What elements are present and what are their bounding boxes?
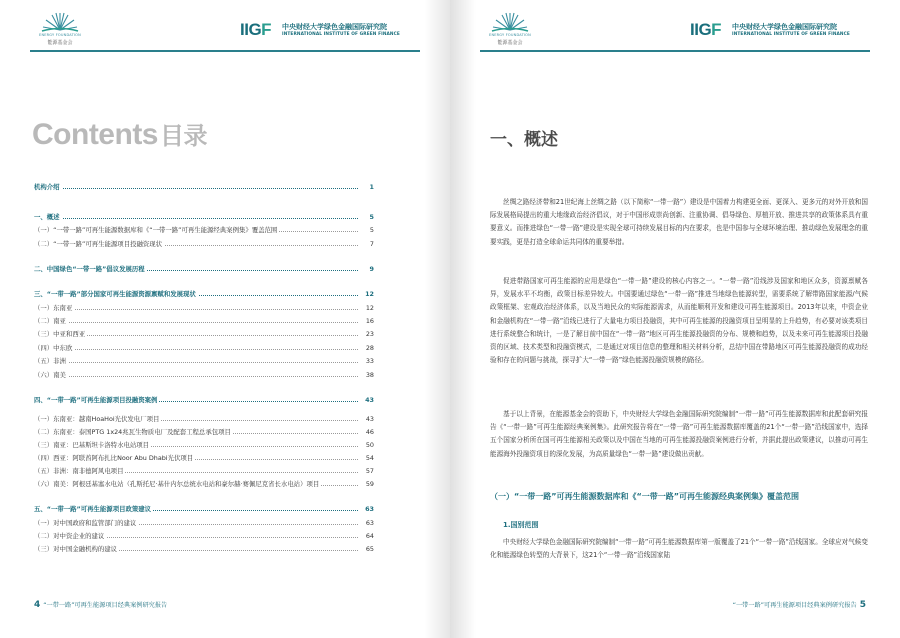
iigf-mark-b: F (261, 20, 272, 39)
section-title: 一、概述 (490, 130, 558, 150)
logo-chinese-name: 能源基金会 (47, 40, 73, 46)
header-rule (30, 50, 420, 52)
toc-entry-label: （一）“一带一路”可再生能源数据库和《“一带一路”可再生能源经典案例集》覆盖范围 (34, 226, 278, 234)
toc-entry-page: 54 (365, 454, 374, 462)
toc-entry-label: （五）非洲：南非德阿风电项目 (34, 467, 124, 475)
right-page (450, 0, 900, 638)
page-header (480, 8, 870, 48)
contents-title-en: Contents (32, 118, 158, 151)
toc-entry-label: 四、“一带一路”可再生能源项目投融资案例 (34, 396, 158, 404)
iigf-mark-b: F (711, 20, 722, 39)
toc-entry-label: （一）东南亚：越南HoaHoi光伏发电厂项目 (34, 415, 160, 423)
toc-entry-page: 5 (369, 213, 374, 221)
toc-entry-page: 43 (365, 396, 374, 404)
body-paragraph: 丝绸之路经济带和21世纪海上丝绸之路（以下简称“一带一路”）建设是中国着力构建更全面、更深入、更多元的对外开放和国际发展格局提出的重大地缘政治经济倡议，对于中国形成崇尚创新、注重协调、倡导绿色、厚植开放、推进共享的政策体系具有重要意义。而推进绿色“一带一路”建设是实现全球可持续发展目标的内在要求，也是中国参与全球环境治理、推动绿色发展理念的重要实践，更是打造全球命运共同体的重要举措。 (490, 198, 868, 246)
logo-english-name: ENERGY FOUNDATION (39, 33, 81, 37)
logo-chinese-name: 能源基金会 (497, 40, 523, 46)
toc-entry-page: 65 (365, 545, 374, 553)
header-rule (480, 50, 870, 52)
logo-english-name: ENERGY FOUNDATION (489, 33, 531, 37)
toc-entry-page: 59 (365, 480, 374, 488)
toc-entry-label: （六）南美：阿根廷基塞水电站（孔斯托尼·基什内尔总统水电站和豪尔赫·赛佩尼克省长水电站）项目 (34, 480, 320, 488)
toc-section-entry[interactable] (34, 453, 374, 463)
toc-section-entry[interactable] (34, 316, 374, 326)
toc-section-entry[interactable] (34, 544, 374, 554)
iigf-english-name: INTERNATIONAL INSTITUTE OF GREEN FINANCE (732, 32, 850, 37)
toc-entry-page: 63 (365, 505, 374, 513)
toc-leader-dots (34, 188, 358, 189)
toc-entry-label: （二）东南亚：泰国PTG 1x24兆瓦生物质电厂及配套工程总承包项目 (34, 428, 231, 436)
toc-entry-page: 43 (365, 415, 374, 423)
toc-entry-label: （五）非洲 (34, 357, 66, 365)
toc-section-entry[interactable] (34, 356, 374, 366)
iigf-mark-a: IIG (690, 20, 712, 39)
toc-leader-dots (34, 376, 358, 377)
toc-section-entry[interactable] (34, 225, 374, 235)
toc-entry-label: （一）对中国政府和监管部门的建议 (34, 519, 137, 527)
toc-entry-page: 46 (365, 428, 374, 436)
iigf-logo (690, 20, 870, 42)
toc-entry-page: 9 (369, 265, 374, 273)
contents-title (32, 116, 207, 152)
toc-entry-page: 64 (365, 532, 374, 540)
toc-entry-page: 57 (365, 467, 374, 475)
toc-section-entry[interactable] (34, 518, 374, 528)
footer-title: “一带一路”可再生能源项目经典案例研究报告 (43, 602, 168, 609)
toc-leader-dots (34, 309, 358, 310)
page-footer (34, 600, 167, 610)
toc-entry-label: （三）中亚和西亚 (34, 330, 86, 338)
toc-section-entry[interactable] (34, 440, 374, 450)
toc-chapter-entry[interactable] (34, 212, 374, 222)
subsection-title: （一）“一带一路”可再生能源数据库和《“一带一路”可再生能源经典案例集》覆盖范围 (490, 492, 800, 501)
toc-section-entry[interactable] (34, 329, 374, 339)
toc-entry-label: （一）东南亚 (34, 304, 73, 312)
toc-entry-label: （三）南亚：巴基斯坦卡洛特水电站项目 (34, 441, 150, 449)
toc-section-entry[interactable] (34, 343, 374, 353)
energy-foundation-logo (480, 8, 540, 48)
toc-entry-page: 7 (369, 240, 374, 248)
toc-chapter-entry[interactable] (34, 395, 374, 405)
toc-entry-page: 23 (365, 330, 374, 338)
sunburst-icon (490, 10, 530, 34)
toc-leader-dots (34, 218, 358, 219)
toc-section-entry[interactable] (34, 427, 374, 437)
footer-title: “一带一路”可再生能源项目经典案例研究报告 (732, 602, 857, 609)
iigf-chinese-name: 中央财经大学绿色金融国际研究院 (732, 23, 837, 31)
page-header (30, 8, 420, 48)
toc-section-entry[interactable] (34, 414, 374, 424)
toc-chapter-entry[interactable] (34, 289, 374, 299)
toc-section-entry[interactable] (34, 239, 374, 249)
toc-entry-label: 三、“一带一路”部分国家可再生能源资源禀赋和发展现状 (34, 290, 196, 298)
toc-section-entry[interactable] (34, 303, 374, 313)
toc-entry-label: （四）中东欧 (34, 344, 73, 352)
toc-entry-label: 机构介绍 (34, 183, 60, 191)
toc-section-entry[interactable] (34, 370, 374, 380)
page-number: 5 (859, 600, 866, 610)
contents-title-cn: 目录 (160, 122, 207, 150)
body-paragraph: 基于以上背景，在能源基金会的资助下，中央财经大学绿色金融国际研究院编制“一带一路”可再生能源数据库和此配套研究报告《“一带一路”可再生能源经典案例集》。此研究报告将在“一带一路”可再生能源数据库覆盖的21个“一带一路”沿线国家中，选择五个国家分析所在国可再生能源相关政策以及中国在当地的可再生能源投融资案例进行分析，并据此提出政策建议，以推动可再生能源海外投融资项目的深化发展，为高质量绿色“一带一路”建设做出贡献。 (490, 410, 868, 458)
iigf-mark (240, 20, 271, 40)
toc-entry-page: 1 (369, 183, 374, 191)
iigf-mark (690, 20, 721, 40)
iigf-logo (240, 20, 420, 42)
toc-leader-dots (34, 362, 358, 363)
iigf-english-name: INTERNATIONAL INSTITUTE OF GREEN FINANCE (282, 32, 400, 37)
toc-entry-page: 5 (369, 226, 374, 234)
toc-entry-label: （二）南亚 (34, 317, 66, 325)
toc-entry-page: 50 (365, 441, 374, 449)
toc-entry-page: 33 (365, 357, 374, 365)
toc-entry-page: 12 (365, 290, 374, 298)
sunburst-icon (40, 10, 80, 34)
toc-section-entry[interactable] (34, 479, 374, 489)
iigf-chinese-name: 中央财经大学绿色金融国际研究院 (282, 23, 387, 31)
toc-entry-label: 一、概述 (34, 213, 60, 221)
subsubsection-title: 1.国别范围 (503, 521, 539, 529)
toc-chapter-entry[interactable] (34, 264, 374, 274)
toc-chapter-entry[interactable] (34, 504, 374, 514)
toc-entry-page: 63 (365, 519, 374, 527)
toc-entry-label: （六）南美 (34, 371, 66, 379)
toc-entry-label: 二、中国绿色“一带一路”倡议发展历程 (34, 265, 145, 273)
toc-section-entry[interactable] (34, 466, 374, 476)
body-paragraph: 中央财经大学绿色金融国际研究院编制“一带一路”可再生能源数据库第一版覆盖了21个“一带一路”沿线国家。全球应对气候变化和能源绿色转型的大背景下，这21个“一带一路”沿线国家陆 (490, 538, 868, 560)
toc-leader-dots (34, 349, 358, 350)
toc-entry-page: 38 (365, 371, 374, 379)
toc-chapter-entry[interactable] (34, 182, 374, 192)
body-paragraph: 促进带路国家可再生能源的应用是绿色“一带一路”建设的核心内容之一。“一带一路”沿线涉及国家和地区众多，资源禀赋各异，发展水平不均衡，政策目标差异较大。中国要通过绿色“一带一路”推进当地绿色能源转型，需要系统了解带路国家能源/气候政策框架、宏观政治经济体系，以及当地民众的实际能源需求，从而能顺利开发和建设可再生能源项目。2013年以来，中资企业和金融机构在“一带一路”沿线已进行了大量电力项目投融资，其中可再生能源的投融资项目呈明显的上升趋势，有必要对该类项目进行系统整合和统计，一是了解目前中国在“一带一路”地区可再生能源投融资的分布、规模和趋势，以及未来可再生能源项目投融资的区域、技术类型和投融资模式，二是通过对项目信息的整理和相关材料分析，总结中国在带路地区可再生能源投融资的成功经验和存在的问题与挑战，探寻扩大“一带一路”绿色能源投融资规模的路径。 (490, 277, 868, 365)
toc-leader-dots (34, 322, 358, 323)
toc-entry-page: 28 (365, 344, 374, 352)
toc-entry-page: 16 (365, 317, 374, 325)
toc-entry-label: （二）“一带一路”可再生能源项目投融资现状 (34, 240, 163, 248)
toc-entry-label: （二）对中资企业的建议 (34, 532, 105, 540)
toc-entry-label: 五、“一带一路”可再生能源项目政策建议 (34, 505, 152, 513)
toc-entry-page: 12 (365, 304, 374, 312)
iigf-mark-a: IIG (240, 20, 262, 39)
page-footer (733, 600, 866, 610)
toc-section-entry[interactable] (34, 531, 374, 541)
toc-entry-label: （四）西亚：阿联酋阿布扎比Noor Abu Dhabi光伏项目 (34, 454, 194, 462)
toc-entry-label: （三）对中国金融机构的建议 (34, 545, 118, 553)
energy-foundation-logo (30, 8, 90, 48)
page-number: 4 (34, 600, 41, 610)
